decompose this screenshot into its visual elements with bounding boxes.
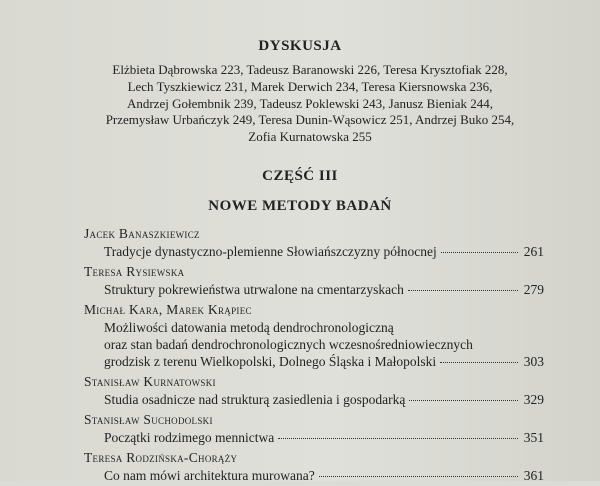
- entry-title-row: [84, 243, 544, 260]
- entry-title: Co nam mówi architektura murowana?: [104, 468, 315, 483]
- entry-title-row: [84, 391, 544, 408]
- leader-dots: [319, 476, 518, 477]
- entry-title: Początki rodzimego mennictwa: [104, 430, 275, 445]
- entry-page-number: 279: [523, 282, 544, 297]
- entry-page-number: 361: [523, 468, 544, 483]
- entry-author: Jacek Banaszkiewicz: [84, 226, 200, 241]
- discussion-heading: DYSKUSJA: [258, 38, 342, 54]
- discussion-participants: [60, 62, 560, 146]
- leader-dots: [409, 400, 517, 401]
- entry-author: Stanisław Suchodolski: [84, 412, 213, 427]
- entry-page-number: 261: [523, 244, 544, 259]
- entry-title: Tradycje dynastyczno-plemienne Słowiańszczyzny północnej: [104, 244, 437, 259]
- leader-dots: [441, 252, 518, 253]
- toc-entry: [84, 372, 544, 408]
- entry-author: Teresa Rysiewska: [84, 264, 185, 279]
- leader-dots: [440, 362, 518, 363]
- participants-line: Zofia Kurnatowska 255: [248, 129, 372, 145]
- toc-entry: [84, 262, 544, 298]
- entry-page-number: 303: [523, 354, 544, 369]
- entry-author: Teresa Rodzińska-Chorąży: [84, 450, 238, 465]
- leader-dots: [408, 290, 518, 291]
- participants-line: Lech Tyszkiewicz 231, Marek Derwich 234, Teresa Kiersnowska 236,: [127, 78, 493, 94]
- entry-title: Struktury pokrewieństwa utrwalone na cmentarzyskach: [104, 282, 404, 297]
- entry-author: Michał Kara, Marek Krąpiec: [84, 302, 252, 317]
- entry-title-line: Możliwości datowania metodą dendrochronologiczną: [104, 320, 394, 335]
- part-title: NOWE METODY BADAŃ: [208, 198, 392, 214]
- entry-title-row: [84, 353, 544, 370]
- entry-author: Stanisław Kurnatowski: [84, 374, 216, 389]
- table-of-contents: [84, 224, 544, 486]
- toc-entry: [84, 448, 544, 484]
- toc-entry: [84, 300, 544, 370]
- participants-line: Elżbieta Dąbrowska 223, Tadeusz Baranowski 226, Teresa Krysztofiak 228,: [112, 62, 508, 77]
- entry-page-number: 351: [523, 430, 544, 445]
- entry-title-row: [84, 429, 544, 446]
- participants-line: Przemysław Urbańczyk 249, Teresa Dunin-Wąsowicz 251, Andrzej Buko 254,: [105, 112, 515, 128]
- part-label: CZĘŚĆ III: [262, 168, 338, 184]
- entry-title-row: [84, 281, 544, 298]
- toc-entry: [84, 224, 544, 260]
- entry-page-number: 329: [523, 392, 544, 407]
- entry-title-line: oraz stan badań dendrochronologicznych wczesnośredniowiecznych: [104, 337, 473, 352]
- entry-title-row: [84, 467, 544, 484]
- toc-entry: [84, 410, 544, 446]
- participants-line: Andrzej Gołembnik 239, Tadeusz Poklewski 243, Janusz Bieniak 244,: [126, 95, 494, 111]
- entry-title: Studia osadnicze nad strukturą zasiedlenia i gospodarką: [104, 392, 406, 407]
- entry-title: grodzisk z terenu Wielkopolski, Dolnego Śląska i Małopolski: [104, 354, 437, 369]
- leader-dots: [278, 438, 518, 439]
